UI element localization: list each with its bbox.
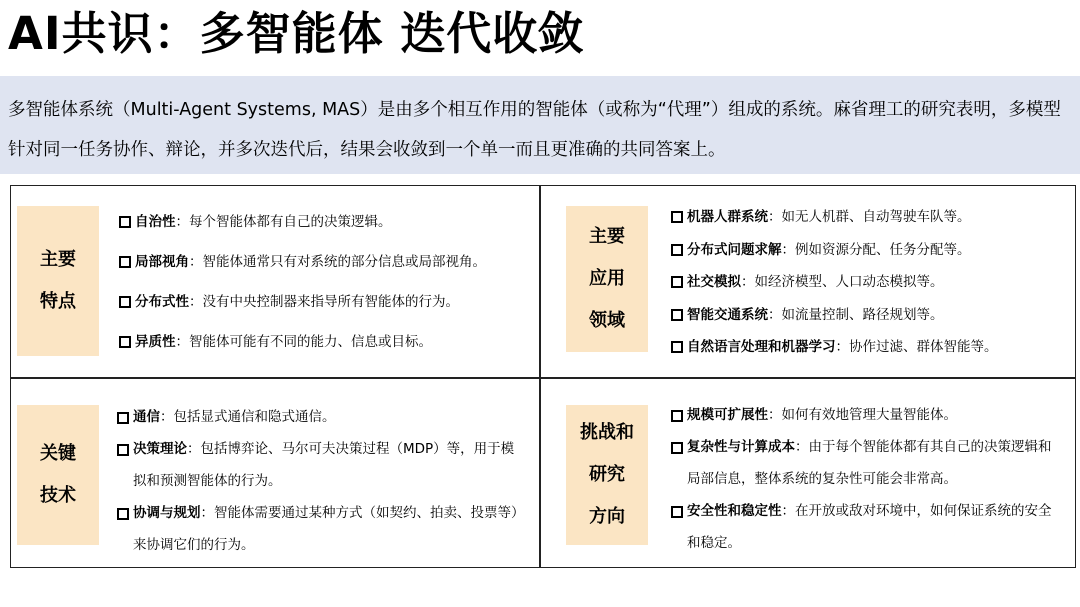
technology-list bbox=[117, 401, 527, 561]
list-item bbox=[117, 497, 527, 561]
item-desc: ：如何有效地管理大量智能体。 bbox=[768, 407, 957, 423]
item-term: 通信 bbox=[133, 409, 160, 425]
checkbox-icon bbox=[119, 336, 131, 348]
item-term: 局部视角 bbox=[135, 254, 189, 270]
checkbox-icon bbox=[671, 211, 683, 223]
list-item bbox=[671, 304, 1071, 337]
item-desc: ：如经济模型、人口动态模拟等。 bbox=[741, 274, 944, 290]
item-desc: ：如无人机群、自动驾驶车队等。 bbox=[768, 209, 971, 225]
item-term: 异质性 bbox=[135, 334, 176, 350]
item-desc: ：智能体需要通过某种方式（如契约、拍卖、投票等）来协调它们的行为。 bbox=[133, 505, 525, 553]
checkbox-icon bbox=[117, 412, 129, 424]
item-term: 协调与规划 bbox=[133, 505, 201, 521]
section-label-line: 特点 bbox=[40, 291, 76, 312]
section-key-technologies bbox=[11, 379, 539, 567]
checkbox-icon bbox=[671, 276, 683, 288]
item-desc: ：每个智能体都有自己的决策逻辑。 bbox=[175, 214, 392, 230]
list-item bbox=[119, 210, 529, 250]
item-desc: ：例如资源分配、任务分配等。 bbox=[781, 241, 971, 258]
item-term: 决策理论 bbox=[133, 441, 187, 457]
section-label-line: 主要 bbox=[40, 249, 76, 270]
item-term: 规模可扩展性 bbox=[687, 407, 768, 423]
item-desc: ：智能体可能有不同的能力、信息或目标。 bbox=[175, 334, 432, 350]
checkbox-icon bbox=[671, 309, 683, 321]
section-application-areas bbox=[541, 186, 1075, 377]
section-label bbox=[566, 405, 648, 545]
section-label-line: 应用 bbox=[589, 268, 625, 289]
challenge-list bbox=[671, 399, 1063, 559]
list-item bbox=[119, 290, 529, 330]
item-desc: ：由于每个智能体都有其自己的决策逻辑和局部信息，整体系统的复杂性可能会非常高。 bbox=[687, 439, 1052, 487]
checkbox-icon bbox=[671, 244, 683, 256]
content-grid bbox=[10, 185, 1076, 568]
item-term: 自然语言处理和机器学习 bbox=[687, 339, 836, 355]
checkbox-icon bbox=[671, 341, 683, 353]
checkbox-icon bbox=[117, 444, 129, 456]
section-label-line: 主要 bbox=[589, 226, 625, 247]
section-label bbox=[17, 206, 99, 356]
section-label-line: 关键 bbox=[40, 443, 76, 464]
item-term: 智能交通系统 bbox=[687, 306, 768, 323]
section-label bbox=[17, 405, 99, 545]
section-label-line: 研究 bbox=[589, 464, 625, 485]
list-item bbox=[119, 330, 529, 370]
item-term: 社交模拟 bbox=[687, 274, 741, 290]
checkbox-icon bbox=[671, 506, 683, 518]
checkbox-icon bbox=[119, 296, 131, 308]
item-desc: ：协作过滤、群体智能等。 bbox=[835, 339, 998, 355]
item-term: 复杂性与计算成本 bbox=[687, 439, 795, 455]
page-title: AI共识：多智能体 迭代收敛 bbox=[8, 7, 585, 60]
checkbox-icon bbox=[117, 508, 129, 520]
section-label-line: 领域 bbox=[589, 310, 625, 331]
item-term: 机器人群系统 bbox=[687, 209, 768, 225]
checkbox-icon bbox=[119, 216, 131, 228]
feature-list bbox=[119, 210, 529, 370]
list-item bbox=[117, 401, 527, 433]
section-label bbox=[566, 206, 648, 352]
list-item bbox=[117, 433, 527, 497]
list-item bbox=[671, 495, 1063, 559]
item-term: 自治性 bbox=[135, 214, 176, 230]
item-desc: ：包括博弈论、马尔可夫决策过程（MDP）等，用于模拟和预测智能体的行为。 bbox=[133, 441, 515, 489]
section-label-line: 技术 bbox=[40, 485, 76, 506]
item-desc: ：如流量控制、路径规划等。 bbox=[768, 306, 944, 323]
item-term: 分布式性 bbox=[135, 294, 189, 310]
item-desc: ：包括显式通信和隐式通信。 bbox=[160, 409, 336, 425]
section-label-line: 挑战和 bbox=[580, 422, 634, 443]
application-list bbox=[671, 206, 1071, 369]
item-desc: ：在开放或敌对环境中，如何保证系统的安全和稳定。 bbox=[687, 503, 1052, 551]
list-item bbox=[671, 336, 1071, 369]
list-item bbox=[671, 206, 1071, 239]
list-item bbox=[671, 431, 1063, 495]
section-challenges bbox=[541, 379, 1075, 567]
item-term: 分布式问题求解 bbox=[687, 241, 782, 258]
checkbox-icon bbox=[671, 442, 683, 454]
checkbox-icon bbox=[119, 256, 131, 268]
list-item bbox=[119, 250, 529, 290]
list-item bbox=[671, 271, 1071, 304]
item-desc: ：没有中央控制器来指导所有智能体的行为。 bbox=[189, 294, 459, 310]
section-main-features bbox=[11, 186, 539, 377]
section-label-line: 方向 bbox=[589, 506, 625, 527]
item-term: 安全性和稳定性 bbox=[687, 503, 782, 519]
item-desc: ：智能体通常只有对系统的部分信息或局部视角。 bbox=[189, 254, 486, 270]
list-item bbox=[671, 239, 1071, 272]
checkbox-icon bbox=[671, 410, 683, 422]
intro-paragraph: 多智能体系统（Multi-Agent Systems, MAS）是由多个相互作用的智能体（或称为“代理”）组成的系统。麻省理工的研究表明，多模型针对同一任务协作、辩论，并多次迭代后，结果会收敛到一个单一而且更准确的共同答案上。 bbox=[0, 76, 1080, 174]
list-item bbox=[671, 399, 1063, 431]
